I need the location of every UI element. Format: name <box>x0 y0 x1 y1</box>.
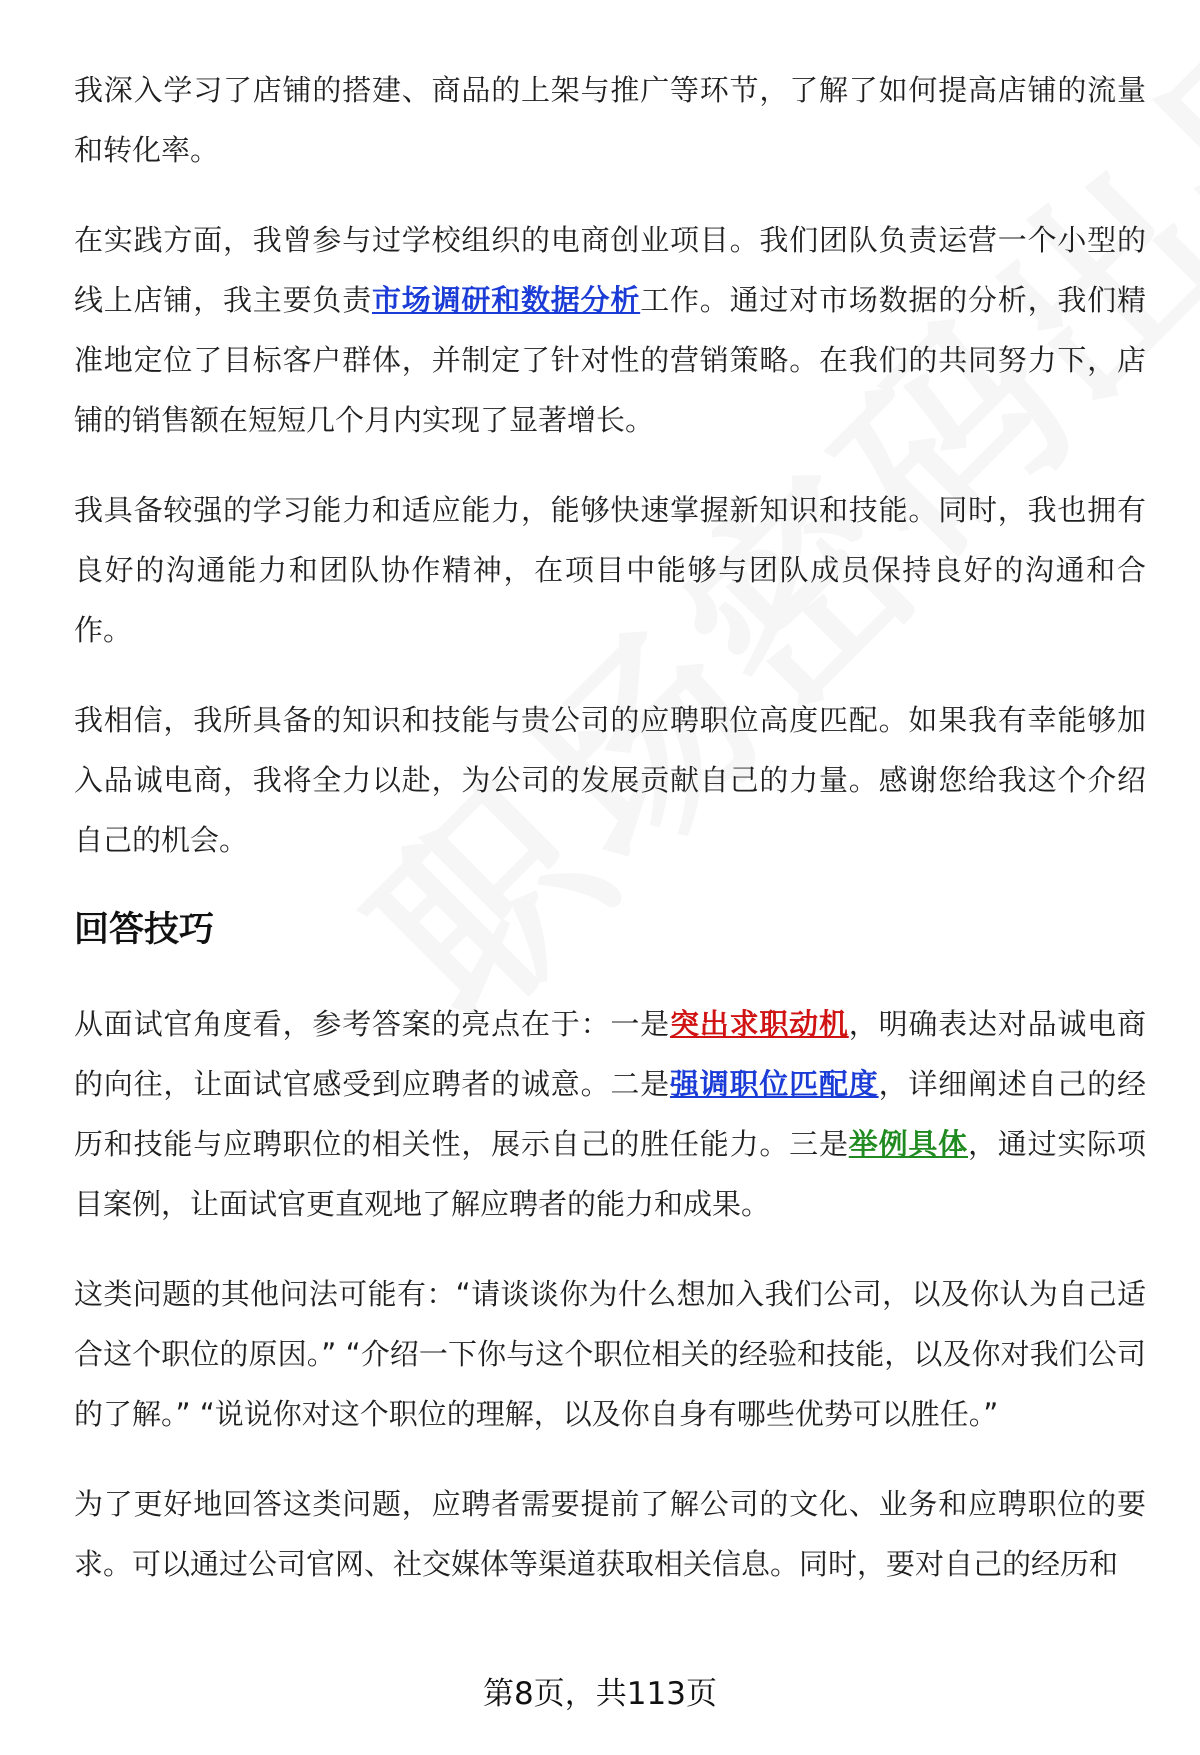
document-body <box>74 60 1146 1624</box>
paragraph-text: 工作。通过对市场数据的分析，我们精准地定位了目标客户群体，并制定了针对性的营销策略。在我们的共同努力下，店铺的销售额在短短几个月内实现了显著增长。 <box>74 283 1146 437</box>
paragraph-text: 从面试官角度看，参考答案的亮点在于：一是 <box>74 1007 670 1041</box>
paragraph-text: ，通过实际项目案例，让面试官更直观地了解应聘者的能力和成果。 <box>74 1127 1146 1221</box>
paragraph-text: ，详细阐述自己的经历和技能与应聘职位的相关性，展示自己的胜任能力。三是 <box>74 1067 1146 1161</box>
highlight-specific-examples: 举例具体 <box>848 1127 968 1161</box>
section-heading-answer-tips: 回答技巧 <box>74 910 215 950</box>
market-research-link[interactable]: 市场调研和数据分析 <box>372 283 641 317</box>
paragraph-abilities: 我具备较强的学习能力和适应能力，能够快速掌握新知识和技能。同时，我也拥有良好的沟通能力和团队协作精神，在项目中能够与团队成员保持良好的沟通和合作。 <box>74 493 1146 647</box>
paragraph-highlights <box>74 994 1146 1234</box>
page-number: 第8页，共113页 <box>483 1676 717 1712</box>
paragraph-text: 在实践方面，我曾参与过学校组织的电商创业项目。我们团队负责运营一个小型的线上店铺，我主要负责 <box>74 223 1146 317</box>
paragraph-preparation: 为了更好地回答这类问题，应聘者需要提前了解公司的文化、业务和应聘职位的要求。可以通过公司官网、社交媒体等渠道获取相关信息。同时，要对自己的经历和 <box>74 1487 1146 1581</box>
paragraph-text: ，明确表达对品诚电商的向往，让面试官感受到应聘者的诚意。二是 <box>74 1007 1146 1101</box>
highlight-motivation: 突出求职动机 <box>669 1007 849 1041</box>
paragraph-conclusion: 我相信，我所具备的知识和技能与贵公司的应聘职位高度匹配。如果我有幸能够加入品诚电商，我将全力以赴，为公司的发展贡献自己的力量。感谢您给我这个介绍自己的机会。 <box>74 703 1146 857</box>
highlight-job-match: 强调职位匹配度 <box>669 1067 879 1101</box>
paragraph-practice <box>74 210 1146 450</box>
paragraph-store-learning: 我深入学习了店铺的搭建、商品的上架与推广等环节，了解了如何提高店铺的流量和转化率。 <box>74 73 1146 167</box>
paragraph-alternative-questions: 这类问题的其他问法可能有：“请谈谈你为什么想加入我们公司，以及你认为自己适合这个职位的原因。” “介绍一下你与这个职位相关的经验和技能，以及你对我们公司的了解。” “说说你对这个职位的理解，以及你自身有哪些优势可以胜任。” <box>74 1277 1146 1431</box>
